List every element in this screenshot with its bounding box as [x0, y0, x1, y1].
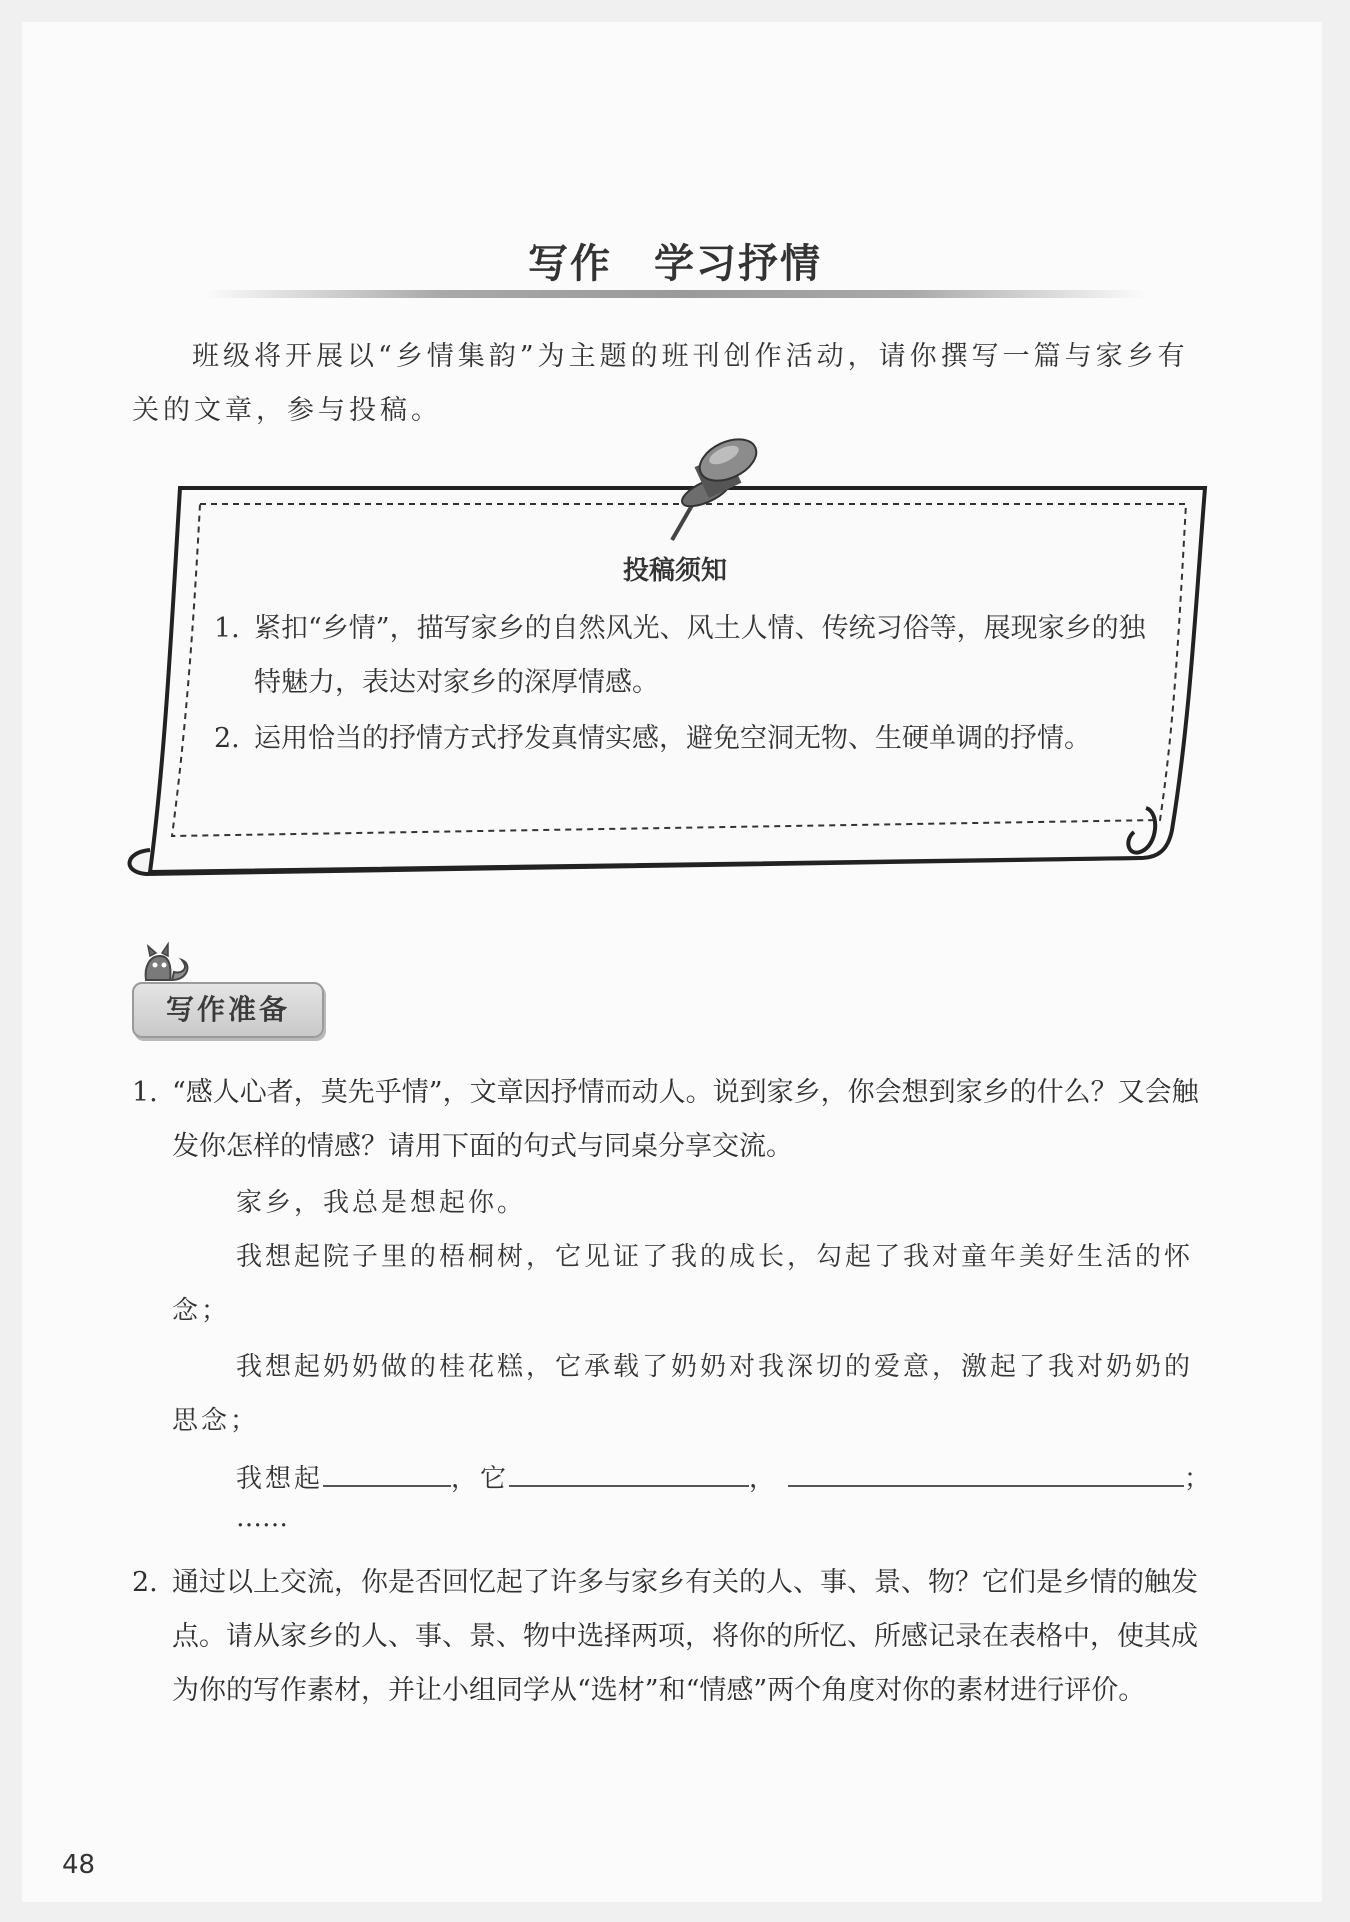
squirrel-icon [140, 940, 200, 986]
example-sentence-2: 我想起奶奶做的桂花糕，它承载了奶奶对我深切的爱意，激起了我对奶奶的思念； [172, 1352, 1194, 1436]
notice-title: 投稿须知 [622, 556, 727, 586]
example-lead: 家乡，我总是想起你。 [236, 1188, 527, 1218]
blank-what[interactable] [323, 1455, 451, 1487]
blank-it[interactable] [509, 1455, 749, 1487]
example-sentence-1: 我想起院子里的梧桐树，它见证了我的成长，勾起了我对童年美好生活的怀念； [172, 1242, 1194, 1326]
notice-item-text: 紧扣“乡情”，描写家乡的自然风光、风土人情、传统习俗等，展现家乡的独特魅力，表达对家乡的深厚情感。 [254, 613, 1146, 698]
notice-item-1 [214, 602, 1149, 710]
notice-item-text: 运用恰当的抒情方式抒发真情实感，避免空洞无物、生硬单调的抒情。 [254, 723, 1091, 754]
section-badge: 写作准备 [132, 982, 324, 1038]
question-2 [132, 1556, 1212, 1718]
blank-feeling[interactable] [788, 1455, 1184, 1487]
notice-item-number: 2. [214, 723, 240, 754]
fill-in-sentence [236, 1452, 1212, 1506]
question-number: 2. [132, 1567, 158, 1598]
question-number: 1. [132, 1077, 158, 1108]
page-title: 写作 学习抒情 [528, 241, 822, 287]
fill-end: ； [1184, 1464, 1214, 1494]
notice-item-2 [214, 712, 1149, 766]
question-text: “感人心者，莫先乎情”，文章因抒情而动人。说到家乡，你会想到家乡的什么？又会触发你怎样的情感？请用下面的句式与同桌分享交流。 [172, 1077, 1199, 1162]
question-1 [132, 1066, 1212, 1174]
page-number: 48 [62, 1850, 96, 1880]
fill-comma: ， [749, 1464, 779, 1494]
intro-paragraph: 班级将开展以“乡情集韵”为主题的班刊创作活动，请你撰写一篇与家乡有关的文章，参与投稿。 [132, 341, 1189, 426]
notice-item-number: 1. [214, 613, 240, 644]
fill-mid: ，它 [451, 1464, 510, 1494]
fill-prefix: 我想起 [236, 1464, 324, 1494]
ellipsis: …… [236, 1503, 288, 1533]
question-text: 通过以上交流，你是否回忆起了许多与家乡有关的人、事、景、物？它们是乡情的触发点。请从家乡的人、事、景、物中选择两项，将你的所忆、所感记录在表格中，使其成为你的写作素材，并让小组同学从“选材”和“情感”两个角度对你的素材进行评价。 [172, 1567, 1198, 1706]
